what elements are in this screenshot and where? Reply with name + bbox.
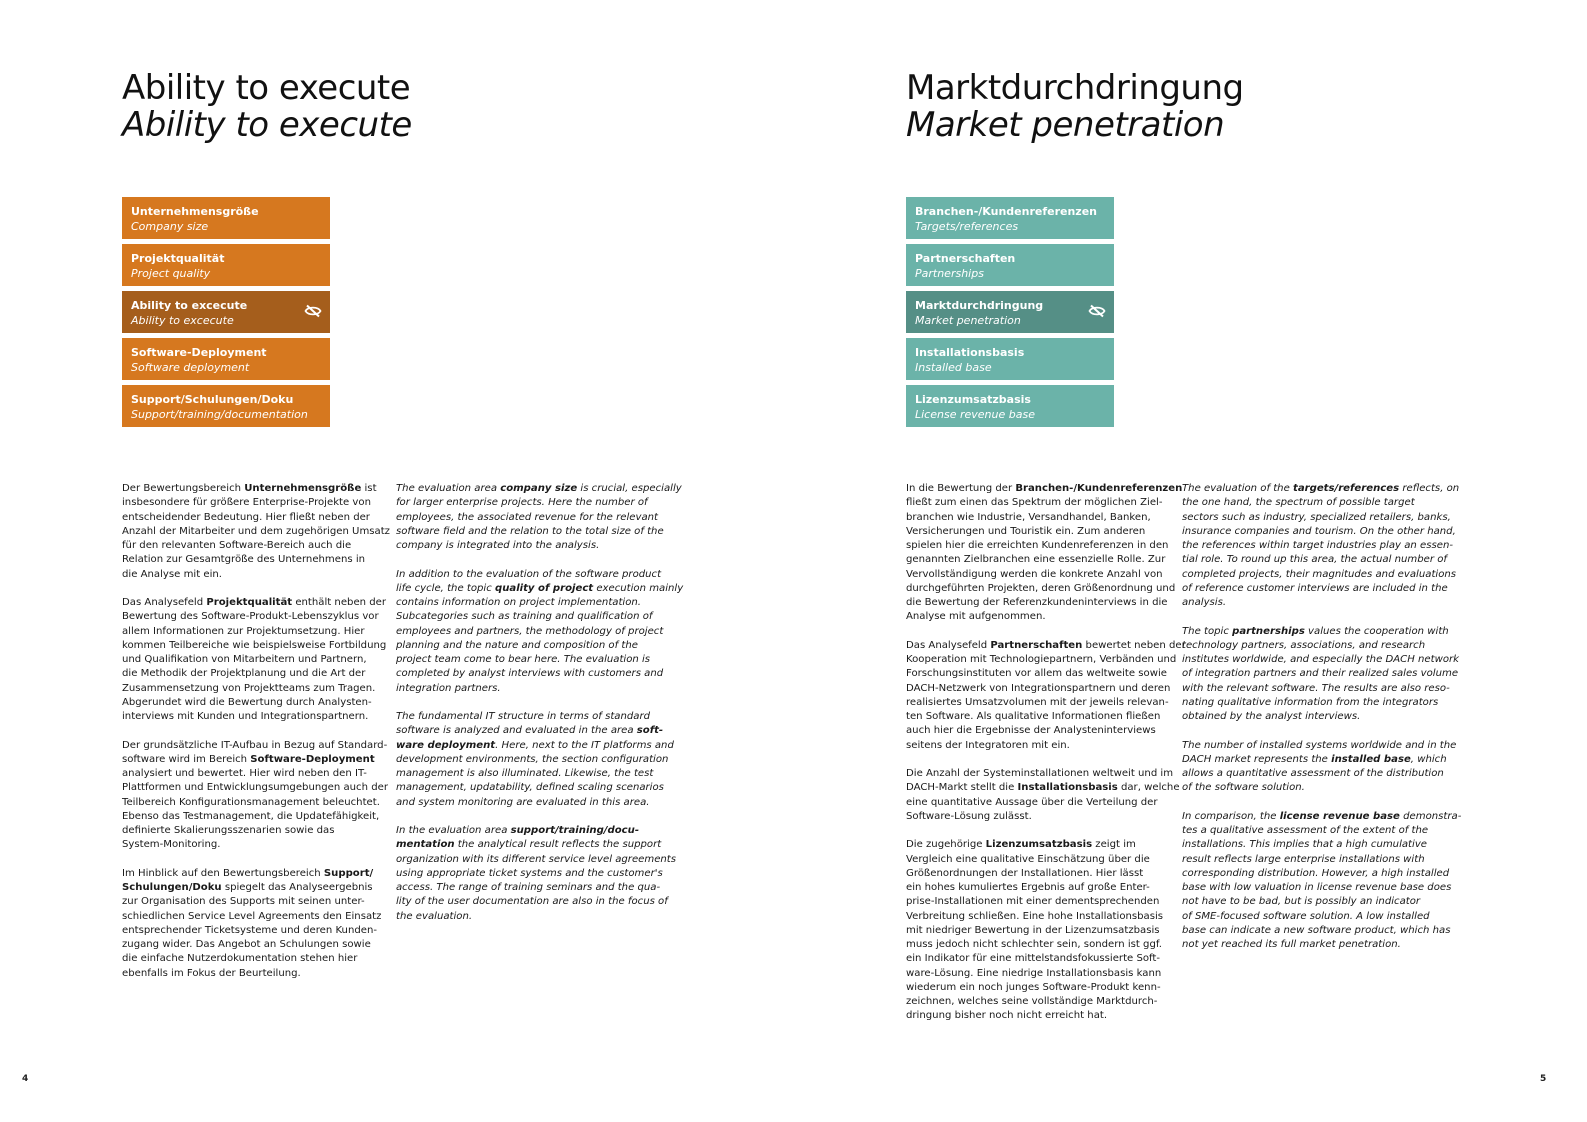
text-line: fließt zum einen das Spektrum der möglichen Ziel- — [906, 497, 1163, 509]
text-line: corresponding distribution. However, a high installed — [1182, 867, 1450, 879]
menu-item-5[interactable] — [906, 385, 1114, 427]
menu-item-sublabel: Software deployment — [131, 361, 250, 374]
paragraph — [906, 639, 1186, 753]
category-menu — [122, 197, 330, 432]
text-line: Subcategories such as training and qualification of — [396, 611, 653, 623]
text-line: The evaluation of the targets/references reflects, on — [1182, 483, 1460, 494]
text-line: Teilbereich Konfigurationsmanagement beleuchtet. — [122, 796, 380, 808]
menu-item-5[interactable] — [122, 385, 330, 427]
text-line: Analyse mit aufgenommen. — [906, 611, 1046, 623]
menu-item-label: Ability to excecute — [131, 299, 248, 312]
text-line: ein Indikator für eine mittelstandsfokussierte Soft- — [906, 953, 1160, 965]
text-line: company is integrated into the analysis. — [396, 540, 600, 551]
text-line: Vergleich eine qualitative Einschätzung über die — [906, 853, 1150, 865]
text-line: Anzahl der Mitarbeiter und dem zugehörigen Umsatz — [122, 525, 390, 537]
text-line: access. The range of training seminars and the qua- — [396, 882, 661, 893]
text-line: employees, the associated revenue for the relevant — [396, 511, 658, 523]
text-line: prise-Installationen mit einer dementsprechenden — [906, 896, 1160, 908]
text-line: nating qualitative information from the integrators — [1182, 696, 1439, 708]
text-line: Software-Lösung zulässt. — [906, 810, 1032, 822]
text-line: Größenordnungen der Installationen. Hier lässt — [906, 867, 1144, 879]
page-number: 4 — [22, 1074, 29, 1084]
german-text-column — [122, 482, 390, 995]
text-line: eine quantitative Aussage über die Verteilung der — [906, 796, 1158, 808]
text-line: not yet reached its full market penetration. — [1182, 939, 1401, 950]
text-line: Verbreitung schließen. Eine hohe Installationsbasis — [906, 910, 1164, 922]
highlighted-term: Projektqualität — [206, 597, 293, 608]
highlighted-term: Unternehmensgröße — [244, 483, 362, 494]
menu-item-4[interactable] — [906, 338, 1114, 380]
text-line: ware deployment. Here, next to the IT platforms and — [396, 739, 674, 751]
text-line: planning and the nature and composition of the — [396, 639, 638, 651]
text-line: zeichnen, welches seine vollständige Marktdurch- — [906, 996, 1158, 1007]
text-line: software wird im Bereich Software-Deployment — [122, 753, 375, 765]
text-line: interviews mit Kunden und Integrationspartnern. — [122, 711, 369, 722]
text-line: genannten Zielbranchen eine essenzielle Rolle. Zur — [906, 554, 1166, 566]
menu-item-sublabel: Project quality — [131, 267, 211, 280]
title-german: Marktdurchdringung — [906, 68, 1244, 108]
text-line: of SME-focused software solution. A low installed — [1182, 910, 1430, 922]
text-line: of integration partners and their realized sales volume — [1182, 668, 1459, 680]
menu-item-label: Partnerschaften — [915, 252, 1016, 265]
text-line: lity of the user documentation are also in the focus of — [396, 896, 668, 908]
menu-item-label: Projektqualität — [131, 252, 225, 265]
highlighted-term: license revenue base — [1279, 810, 1400, 822]
highlighted-term: Software-Deployment — [250, 753, 375, 765]
text-line: the references within target industries play an essen- — [1182, 540, 1453, 551]
text-line: of the software solution. — [1182, 782, 1305, 794]
text-line: Vervollständigung werden die konkrete Anzahl von — [906, 568, 1163, 580]
text-line: obtained by the analyst interviews. — [1182, 711, 1361, 722]
text-line: and system monitoring are evaluated in this area. — [396, 796, 650, 808]
text-line: the one hand, the spectrum of possible target — [1182, 497, 1415, 509]
text-line: insurance companies and tourism. On the other hand, — [1182, 525, 1456, 537]
text-line: analysis. — [1182, 597, 1227, 608]
text-line: sectors such as industry, specialized retailers, banks, — [1182, 511, 1451, 523]
text-line: software field and the relation to the total size of the — [396, 525, 664, 537]
text-line: Der grundsätzliche IT-Aufbau in Bezug auf Standard- — [122, 739, 388, 751]
text-line: tes a qualitative assessment of the extent of the — [1182, 825, 1429, 836]
highlighted-term: support/training/docu- — [510, 825, 640, 836]
text-line: using appropriate ticket systems and the customer's — [396, 867, 663, 879]
highlighted-term: ware deployment — [396, 739, 496, 751]
highlighted-term: Partnerschaften — [990, 639, 1083, 651]
text-line: organization with its different service level agreements — [396, 853, 677, 865]
text-line: zur Organisation des Supports mit seinen unter- — [122, 896, 365, 908]
paragraph — [1182, 625, 1460, 725]
page-title — [906, 70, 1244, 144]
text-line: management, updatability, defined scaling scenarios — [396, 782, 664, 794]
text-line: In die Bewertung der Branchen-/Kundenreferenzen — [906, 483, 1183, 494]
menu-item-sublabel: Installed base — [915, 361, 992, 374]
text-line: development environments, the section configuration — [396, 753, 669, 765]
menu-item-sublabel: Market penetration — [915, 314, 1021, 327]
text-line: durchgeführten Projekten, deren Größenordnung und — [906, 582, 1176, 594]
menu-item-label: Marktdurchdringung — [915, 299, 1044, 312]
text-line: zugang wider. Das Angebot an Schulungen sowie — [122, 939, 371, 950]
menu-item-sublabel: License revenue base — [915, 408, 1035, 421]
text-line: institutes worldwide, and especially the DACH network — [1182, 654, 1460, 665]
menu-item-label: Unternehmensgröße — [131, 205, 259, 218]
text-line: ein hohes kumuliertes Ergebnis auf große Enter- — [906, 882, 1150, 893]
text-line: In comparison, the license revenue base demonstra- — [1182, 810, 1462, 822]
text-line: System-Monitoring. — [122, 839, 221, 851]
text-line: mentation the analytical result reflects the support — [396, 839, 662, 851]
menu-item-sublabel: Partnerships — [915, 267, 984, 280]
text-line: Versicherungen und Touristik ein. Zum anderen — [906, 525, 1146, 537]
text-line: management is also illuminated. Likewise, the test — [396, 768, 654, 779]
text-line: schiedlichen Service Level Agreements den Einsatz — [122, 910, 382, 922]
text-line: Das Analysefeld Projektqualität enthält neben der — [122, 597, 387, 608]
highlighted-term: targets/references — [1293, 483, 1400, 494]
paragraph — [396, 482, 682, 553]
paragraph — [122, 596, 387, 724]
text-line: DACH-Netzwerk von Integrationspartnern und deren — [906, 682, 1171, 694]
text-line: und Qualifikation von Mitarbeitern und Partnern, — [122, 654, 367, 665]
menu-item-label: Lizenzumsatzbasis — [915, 393, 1031, 406]
page-title — [122, 70, 412, 144]
text-line: die Methodik der Projektplanung und die Art der — [122, 668, 366, 680]
eye-slash-icon — [1088, 304, 1106, 318]
text-line: analysiert und bewertet. Hier wird neben den IT- — [122, 768, 367, 779]
text-line: The fundamental IT structure in terms of standard — [396, 711, 651, 722]
text-line: Abgerundet wird die Bewertung durch Analysten- — [122, 696, 372, 708]
text-line: auch hier die Ergebnisse der Analysteninterviews — [906, 725, 1156, 737]
paragraph — [122, 867, 380, 981]
text-line: seitens der Integratoren mit ein. — [906, 739, 1070, 751]
text-line: Ebenso das Testmanagement, die Updatefähigkeit, — [122, 810, 380, 822]
text-line: The number of installed systems worldwide and in the — [1182, 739, 1457, 751]
text-line: life cycle, the topic quality of project execution mainly — [396, 582, 684, 594]
text-line: employees and partners, the methodology of project — [396, 625, 664, 637]
text-line: mit niedriger Bewertung in der Lizenzumsatzbasis — [906, 924, 1160, 936]
text-line: Im Hinblick auf den Bewertungsbereich Support/ — [122, 867, 374, 879]
text-line: branchen wie Industrie, Versandhandel, Banken, — [906, 511, 1151, 523]
text-line: allem Informationen zur Projektumsetzung. Hier — [122, 625, 365, 637]
text-line: Die Anzahl der Systeminstallationen weltweit und im — [906, 768, 1174, 779]
text-line: Schulungen/Doku spiegelt das Analyseergebnis — [122, 882, 373, 893]
highlighted-term: soft- — [636, 725, 664, 737]
text-line: DACH-Markt stellt die Installationsbasis dar, welche — [906, 782, 1180, 794]
text-line: not have to be bad, but is possibly an indicator — [1182, 896, 1421, 908]
paragraph — [1182, 482, 1460, 610]
text-line: Zusammensetzung von Projektteams zum Tragen. — [122, 682, 376, 694]
menu-item-sublabel: Ability to excecute — [131, 314, 234, 327]
menu-item-label: Support/Schulungen/Doku — [131, 393, 294, 406]
text-line: Das Analysefeld Partnerschaften bewertet neben der — [906, 639, 1186, 651]
text-line: für den relevanten Software-Bereich auch die — [122, 540, 352, 551]
paragraph — [122, 482, 390, 582]
page-number: 5 — [1540, 1074, 1547, 1084]
text-line: die Bewertung der Referenzkundeninterviews in die — [906, 597, 1168, 608]
text-line: die einfache Nutzerdokumentation stehen hier — [122, 953, 358, 965]
text-line: wiederum ein noch junges Software-Produkt kenn- — [906, 981, 1161, 993]
text-line: Kooperation mit Technologiepartnern, Verbänden und — [906, 654, 1177, 665]
text-line: of reference customer interviews are included in the — [1182, 582, 1448, 594]
text-line: technology partners, associations, and research — [1182, 639, 1426, 651]
highlighted-term: installed base — [1331, 753, 1411, 765]
title-english: Market penetration — [906, 105, 1225, 145]
text-line: The evaluation area company size is crucial, especially — [396, 483, 682, 494]
text-line: Forschungsinstituten vor allem das weltweite sowie — [906, 668, 1167, 680]
text-line: In addition to the evaluation of the software product — [396, 568, 662, 580]
text-line: Relation zur Gesamtgröße des Unternehmens in — [122, 554, 366, 566]
english-text-column — [1182, 482, 1462, 967]
text-line: Die zugehörige Lizenzumsatzbasis zeigt im — [906, 839, 1136, 851]
paragraph — [906, 838, 1164, 1023]
text-line: entsprechender Ticketsysteme und deren Kunden- — [122, 924, 378, 936]
text-line: installations. This implies that a high cumulative — [1182, 839, 1428, 851]
text-line: DACH market represents the installed base, which — [1182, 753, 1447, 765]
paragraph — [396, 824, 677, 924]
menu-item-sublabel: Support/training/documentation — [131, 408, 308, 421]
text-line: In the evaluation area support/training/docu- — [396, 825, 640, 836]
text-line: Bewertung des Software-Produkt-Lebenszyklus vor — [122, 611, 379, 623]
text-line: entscheidender Bedeutung. Hier fließt neben der — [122, 511, 370, 523]
german-text-column — [906, 482, 1186, 1038]
text-line: project team come to bear here. The evaluation is — [396, 654, 651, 665]
left-page — [0, 0, 793, 1122]
text-line: ebenfalls im Fokus der Beurteilung. — [122, 967, 301, 979]
highlighted-term: partnerships — [1232, 625, 1305, 637]
text-line: muss jedoch nicht schlechter sein, sondern ist ggf. — [906, 939, 1162, 950]
title-german: Ability to execute — [122, 68, 411, 108]
menu-item-2[interactable] — [906, 244, 1114, 286]
highlighted-term: Branchen-/Kundenreferenzen — [1015, 483, 1183, 494]
paragraph — [122, 739, 388, 853]
menu-item-3[interactable] — [122, 291, 330, 333]
menu-item-4[interactable] — [122, 338, 330, 380]
text-line: allows a quantitative assessment of the distribution — [1182, 768, 1444, 779]
english-text-column — [396, 482, 684, 938]
text-line: completed projects, their magnitudes and evaluations — [1182, 568, 1457, 580]
paragraph — [396, 710, 674, 810]
paragraph — [906, 767, 1180, 824]
text-line: realisiertes Umsatzvolumen mit der jeweils relevan- — [906, 696, 1169, 708]
text-line: result reflects large enterprise installations with — [1182, 853, 1425, 865]
text-line: dringung bisher noch nicht erreicht hat. — [906, 1010, 1108, 1022]
text-line: with the relevant software. The results are also reso- — [1182, 682, 1450, 694]
menu-item-sublabel: Company size — [131, 220, 209, 233]
text-line: ten Software. Als qualitative Informationen fließen — [906, 711, 1161, 722]
paragraph — [1182, 810, 1462, 953]
highlighted-term: Installationsbasis — [1017, 782, 1118, 794]
text-line: die Analyse mit ein. — [122, 568, 222, 580]
text-line: tial role. To round up this area, the actual number of — [1182, 554, 1447, 566]
text-line: ware-Lösung. Eine niedrige Installationsbasis kann — [906, 967, 1162, 979]
text-line: the evaluation. — [396, 910, 473, 922]
text-line: contains information on project implementation. — [396, 597, 642, 608]
text-line: Plattformen und Entwicklungsumgebungen auch der — [122, 782, 388, 794]
title-english: Ability to execute — [122, 105, 412, 145]
paragraph — [396, 568, 684, 696]
highlighted-term: Schulungen/Doku — [122, 882, 222, 893]
category-menu — [906, 197, 1114, 432]
paragraph — [906, 482, 1183, 625]
text-line: insbesondere für größere Enterprise-Projekte von — [122, 497, 371, 509]
menu-item-label: Software-Deployment — [131, 346, 267, 359]
text-line: kommen Teilbereiche wie beispielsweise Fortbildung — [122, 639, 387, 651]
menu-item-label: Installationsbasis — [915, 346, 1025, 359]
menu-item-3[interactable] — [906, 291, 1114, 333]
menu-item-1[interactable] — [122, 197, 330, 239]
highlighted-term: Support/ — [323, 867, 374, 879]
menu-item-2[interactable] — [122, 244, 330, 286]
text-line: software is analyzed and evaluated in the area soft- — [396, 725, 664, 737]
text-line: base with low valuation in license revenue base does — [1182, 882, 1452, 893]
right-page — [794, 0, 1587, 1122]
eye-slash-icon — [304, 304, 322, 318]
text-line: Der Bewertungsbereich Unternehmensgröße ist — [122, 483, 377, 494]
menu-item-sublabel: Targets/references — [915, 220, 1019, 233]
text-line: base can indicate a new software product, which has — [1182, 924, 1451, 936]
text-line: for larger enterprise projects. Here the number of — [396, 497, 648, 509]
highlighted-term: Lizenzumsatzbasis — [985, 839, 1093, 851]
text-line: integration partners. — [396, 682, 501, 694]
highlighted-term: quality of project — [494, 582, 594, 594]
menu-item-1[interactable] — [906, 197, 1114, 239]
paragraph — [1182, 739, 1457, 796]
highlighted-term: company size — [500, 483, 578, 494]
menu-item-label: Branchen-/Kundenreferenzen — [915, 205, 1097, 218]
text-line: completed by analyst interviews with customers and — [396, 668, 664, 680]
text-line: definierte Skalierungsszenarien sowie das — [122, 825, 335, 836]
highlighted-term: mentation — [396, 839, 455, 851]
text-line: spielen hier die erreichten Kundenreferenzen in den — [906, 540, 1169, 551]
text-line: The topic partnerships values the cooperation with — [1182, 625, 1449, 637]
